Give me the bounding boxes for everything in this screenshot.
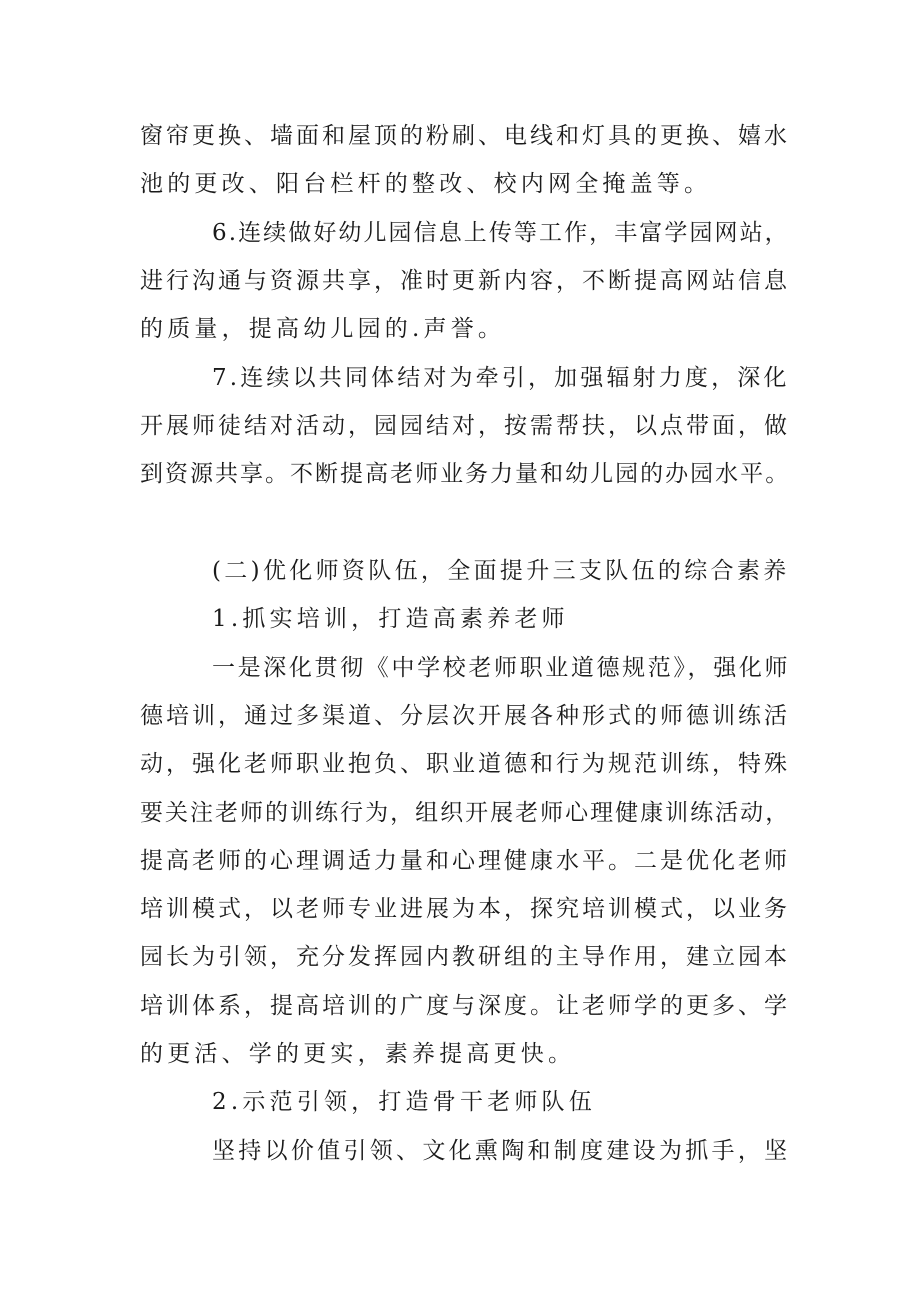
text-line: 德培训，通过多渠道、分层次开展各种形式的师德训练活 (140, 703, 790, 729)
text-line: 培训模式，以老师专业进展为本，探究培训模式，以业务 (140, 896, 790, 922)
section-heading: (二)优化师资队伍，全面提升三支队伍的综合素养 (212, 558, 790, 584)
paragraph-start: 一是深化贯彻《中学校老师职业道德规范》，强化师 (212, 655, 791, 681)
text-line: 进行沟通与资源共享，准时更新内容，不断提高网站信息 (140, 268, 790, 294)
text-line: 到资源共享。不断提高老师业务力量和幼儿园的办园水平。 (140, 461, 791, 487)
text-line: 开展师徒结对活动，园园结对，按需帮扶，以点带面，做 (140, 413, 790, 439)
subheading-2: 2.示范引领，打造骨干老师队伍 (212, 1089, 596, 1115)
text-line: 的更活、学的更实，素养提高更快。 (140, 1041, 576, 1067)
text-line: 园长为引领，充分发挥园内教研组的主导作用，建立园本 (140, 944, 790, 970)
text-line: 要关注老师的训练行为，组织开展老师心理健康训练活动， (140, 800, 791, 826)
text-line: 窗帘更换、墙面和屋顶的粉刷、电线和灯具的更换、嬉水 (140, 123, 790, 149)
paragraph-6-start: 6.连续做好幼儿园信息上传等工作，丰富学园网站， (212, 220, 790, 246)
text-line: 的质量，提高幼儿园的.声誉。 (140, 316, 506, 342)
text-line: 动，强化老师职业抱负、职业道德和行为规范训练，特殊 (140, 751, 790, 777)
paragraph-start: 坚持以价值引领、文化熏陶和制度建设为抓手，坚 (212, 1138, 791, 1164)
subheading-1: 1.抓实培训，打造高素养老师 (212, 606, 569, 632)
text-line: 池的更改、阳台栏杆的整改、校内网全掩盖等。 (140, 171, 712, 197)
paragraph-7-start: 7.连续以共同体结对为牵引，加强辐射力度，深化 (212, 365, 790, 391)
text-line: 提高老师的心理调适力量和心理健康水平。二是优化老师 (140, 848, 790, 874)
text-line: 培训体系，提高培训的广度与深度。让老师学的更多、学 (140, 993, 790, 1019)
